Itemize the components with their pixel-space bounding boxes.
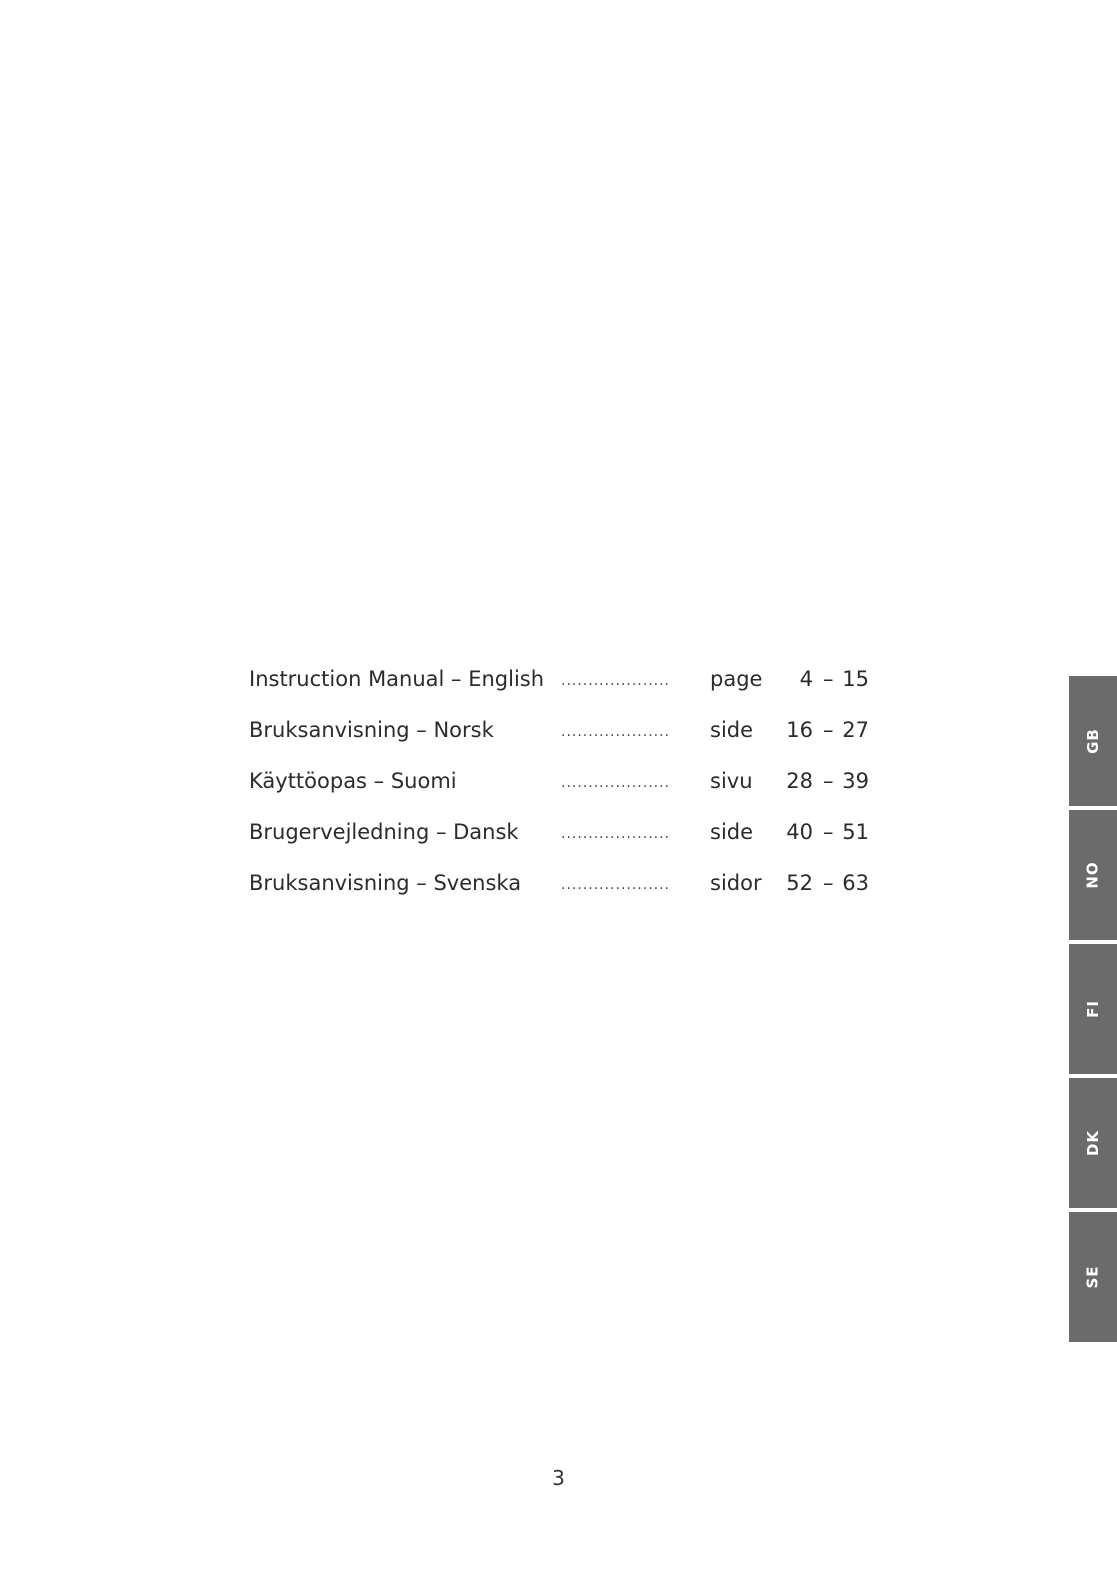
table-of-contents (249, 664, 889, 919)
toc-page-word: page (710, 667, 763, 691)
toc-page-word: sivu (710, 769, 753, 793)
toc-page-to: 27 (842, 718, 869, 742)
toc-leader-dots: .................... (561, 775, 671, 791)
toc-page-to: 51 (842, 820, 869, 844)
toc-title: Bruksanvisning – Norsk (249, 718, 494, 742)
toc-entry-english[interactable] (249, 664, 889, 715)
toc-leader-dots: .................... (561, 673, 671, 689)
tab-se[interactable] (1069, 1212, 1117, 1342)
toc-page-from: 28 (786, 769, 813, 793)
toc-page-word: sidor (710, 871, 762, 895)
toc-dash: – (823, 667, 834, 691)
toc-page-from: 4 (799, 667, 813, 691)
toc-page-word: side (710, 820, 754, 844)
toc-page-from: 16 (786, 718, 813, 742)
toc-title: Bruksanvisning – Svenska (249, 871, 522, 895)
language-tabs (1069, 676, 1117, 1346)
toc-title: Brugervejledning – Dansk (249, 820, 519, 844)
toc-title: Instruction Manual – English (249, 667, 545, 691)
tab-no[interactable] (1069, 810, 1117, 940)
toc-dash: – (823, 871, 834, 895)
tab-label: SE (1084, 1265, 1102, 1289)
tab-dk[interactable] (1069, 1078, 1117, 1208)
tab-label: NO (1084, 861, 1102, 889)
toc-dash: – (823, 820, 834, 844)
page-number: 3 (552, 1466, 565, 1490)
toc-title: Käyttöopas – Suomi (249, 769, 457, 793)
tab-label: GB (1084, 728, 1102, 754)
toc-entry-svenska[interactable] (249, 868, 889, 919)
toc-page-to: 63 (842, 871, 869, 895)
tab-label: FI (1083, 1000, 1102, 1018)
toc-dash: – (823, 769, 834, 793)
toc-leader-dots: .................... (561, 826, 671, 842)
toc-leader-dots: .................... (561, 724, 671, 740)
toc-page-to: 39 (842, 769, 869, 793)
tab-fi[interactable] (1069, 944, 1117, 1074)
toc-entry-norsk[interactable] (249, 715, 889, 766)
toc-entry-dansk[interactable] (249, 817, 889, 868)
toc-page-to: 15 (842, 667, 869, 691)
toc-page-word: side (710, 718, 754, 742)
tab-gb[interactable] (1069, 676, 1117, 806)
tab-label: DK (1083, 1129, 1102, 1157)
toc-page-from: 40 (786, 820, 813, 844)
toc-dash: – (823, 718, 834, 742)
toc-page-from: 52 (786, 871, 813, 895)
toc-entry-suomi[interactable] (249, 766, 889, 817)
toc-leader-dots: .................... (561, 877, 671, 893)
